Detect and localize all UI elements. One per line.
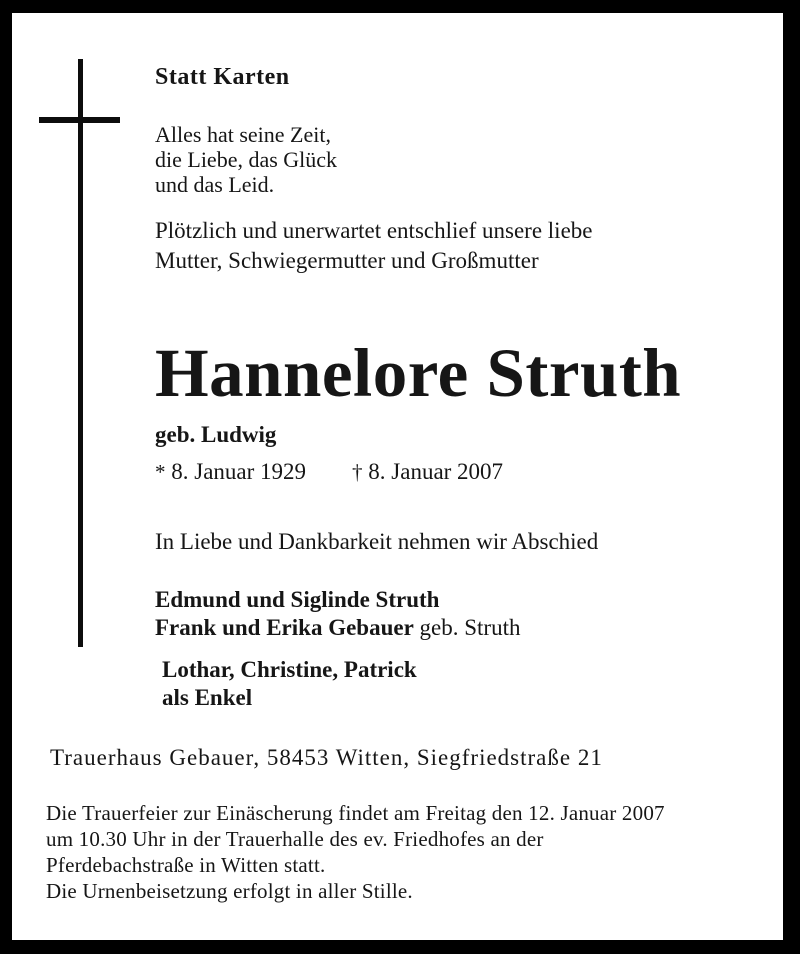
funeral-detail-line: Die Urnenbeisetzung erfolgt in aller Stille. (46, 879, 413, 903)
birth-date: 8. Januar 1929 (171, 459, 307, 484)
poem-verse (155, 122, 337, 197)
intro-line: Mutter, Schwiegermutter und Großmutter (155, 248, 539, 273)
obituary-notice (12, 13, 783, 940)
death-date: 8. Januar 2007 (368, 459, 504, 484)
grandchildren-names: Lothar, Christine, Patrick (162, 657, 417, 682)
birth-star-symbol: * (155, 460, 166, 484)
grandchildren-block (162, 656, 417, 712)
mourner-maiden-name: geb. Struth (413, 615, 521, 640)
cross-vertical-bar (78, 59, 83, 647)
mourner-line (155, 614, 521, 642)
mourner-names: Frank und Erika Gebauer (155, 615, 414, 640)
grandchildren-label: als Enkel (162, 685, 253, 710)
maiden-name: geb. Ludwig (155, 422, 277, 447)
life-dates (155, 459, 503, 485)
mourner-line: Edmund und Siglinde Struth (155, 587, 440, 612)
funeral-home-address: Trauerhaus Gebauer, 58453 Witten, Siegfriedstraße 21 (50, 745, 603, 770)
poem-line: Alles hat seine Zeit, (155, 122, 331, 147)
statt-karten-heading: Statt Karten (155, 64, 290, 90)
death-date-group (352, 459, 503, 484)
death-cross-symbol: † (352, 460, 363, 484)
funeral-details (46, 800, 665, 904)
farewell-line: In Liebe und Dankbarkeit nehmen wir Abschied (155, 529, 599, 554)
funeral-detail-line: Die Trauerfeier zur Einäscherung findet am Freitag den 12. Januar 2007 (46, 801, 665, 825)
intro-text (155, 216, 592, 276)
cross-horizontal-bar (39, 117, 120, 123)
poem-line: die Liebe, das Glück (155, 147, 338, 172)
intro-line: Plötzlich und unerwartet entschlief unsere liebe (155, 218, 593, 243)
poem-line: und das Leid. (155, 172, 275, 197)
deceased-name: Hannelore Struth (155, 335, 682, 411)
birth-date-group (155, 459, 306, 484)
funeral-detail-line: um 10.30 Uhr in der Trauerhalle des ev. Friedhofes an der (46, 827, 544, 851)
mourners-list (155, 586, 521, 642)
funeral-detail-line: Pferdebachstraße in Witten statt. (46, 853, 326, 877)
